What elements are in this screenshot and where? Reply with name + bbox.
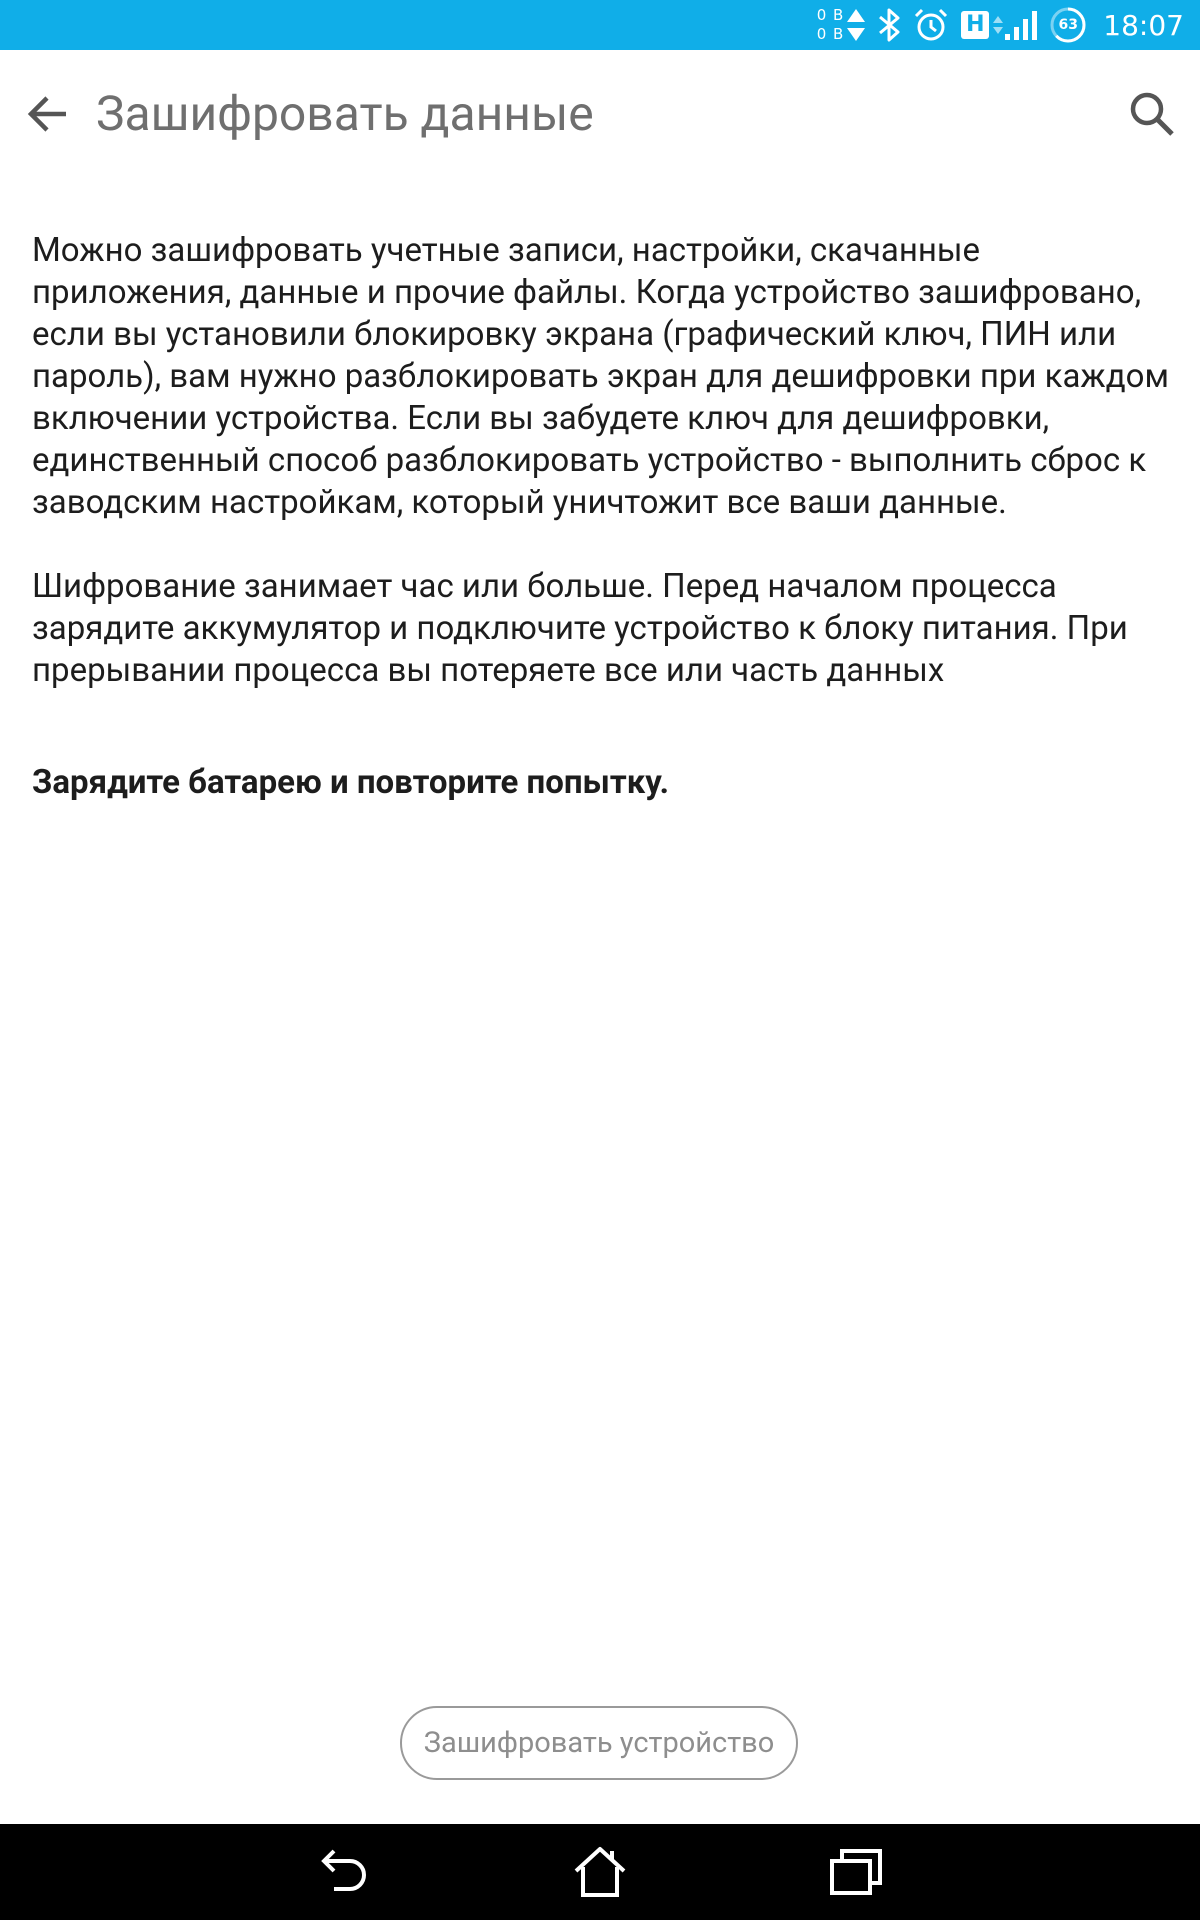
back-arrow-icon	[26, 92, 70, 136]
data-activity-icon	[993, 14, 1003, 36]
alarm-icon	[913, 7, 949, 43]
nav-recent-apps-icon	[828, 1847, 884, 1897]
download-arrow-icon	[847, 28, 865, 41]
nav-home-button[interactable]	[560, 1842, 640, 1902]
search-icon	[1128, 90, 1176, 138]
bluetooth-icon	[877, 8, 901, 42]
charge-battery-warning: Зарядите батарею и повторите попытку.	[32, 763, 670, 802]
battery-icon	[1049, 6, 1087, 44]
status-icons	[805, 0, 1184, 50]
nav-recent-apps-button[interactable]	[816, 1842, 896, 1902]
encryption-description: Можно зашифровать учетные записи, настройки, скачанные приложения, данные и прочие файлы. Когда устройство зашифровано, если вы установили блокировку экрана (графический ключ, ПИН или пароль), вам нужно разблокировать экран для дешифровки при каждом включении устройства. Если вы забудете ключ для дешифровки, единственный способ разблокировать устройство - выполнить сброс к заводским настройкам, который уничтожит все ваши данные.	[32, 231, 1169, 522]
content	[32, 230, 1182, 804]
battery-level: 63	[1058, 17, 1079, 33]
network-speed	[817, 6, 866, 44]
nav-back-button[interactable]	[304, 1842, 384, 1902]
nav-back-icon	[316, 1847, 372, 1897]
upload-arrow-icon	[847, 9, 865, 22]
back-button[interactable]	[20, 86, 76, 142]
nav-home-icon	[572, 1845, 628, 1899]
search-button[interactable]	[1124, 86, 1180, 142]
status-bar	[0, 0, 1200, 50]
navigation-bar	[0, 1824, 1200, 1920]
encryption-time-note: Шифрование занимает час или больше. Перед началом процесса зарядите аккумулятор и подключите устройство к блоку питания. При прерывании процесса вы потеряете все или часть данных	[32, 567, 1128, 690]
page-title: Зашифровать данные	[96, 85, 594, 142]
h-network-icon: H	[961, 11, 989, 39]
signal-icon	[1005, 10, 1037, 40]
net-down-value: 0 B	[816, 25, 845, 43]
app-bar	[0, 50, 1200, 180]
encrypt-device-button[interactable]: Зашифровать устройство	[400, 1706, 798, 1780]
net-up-value: 0 B	[816, 6, 845, 24]
status-clock: 18:07	[1103, 8, 1184, 42]
